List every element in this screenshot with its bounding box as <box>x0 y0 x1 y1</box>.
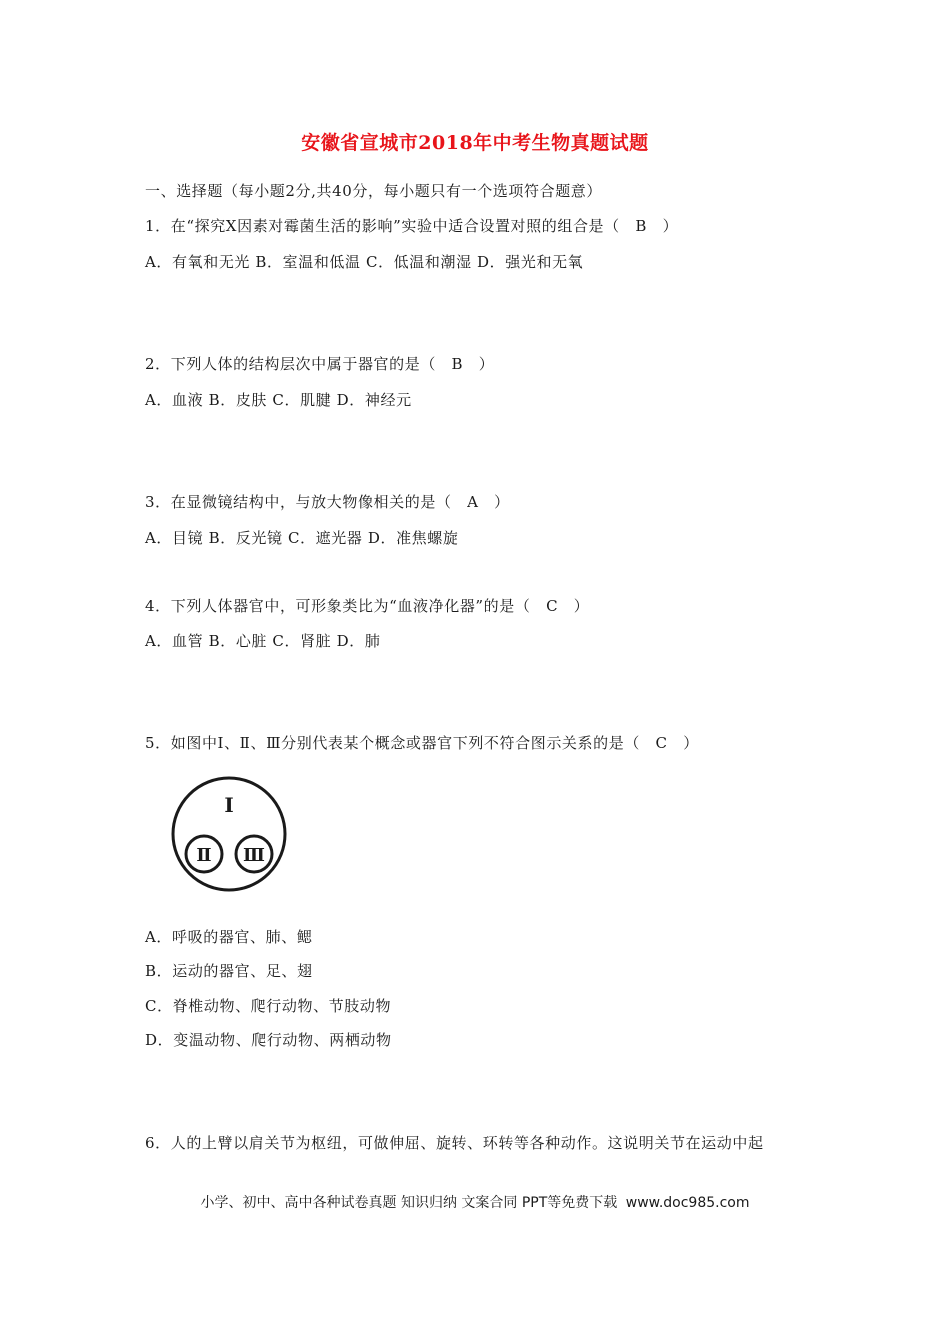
question-1-options: A．有氧和无光 B．室温和低温 C．低温和潮湿 D．强光和无氧 <box>145 253 584 271</box>
question-1-stem: 1．在“探究X因素对霉菌生活的影响”实验中适合设置对照的组合是（ B ） <box>145 217 679 235</box>
question-6-stem: 6．人的上臂以肩关节为枢纽，可做伸屈、旋转、环转等各种动作。这说明关节在运动中起 <box>145 1134 764 1152</box>
footer-text: 小学、初中、高中各种试卷真题 知识归纳 文案合同 PPT等免费下载 <box>200 1195 618 1211</box>
question-4-options: A．血管 B．心脏 C．肾脏 D．肺 <box>145 632 381 650</box>
question-5-option-c: C．脊椎动物、爬行动物、节肢动物 <box>145 997 392 1015</box>
label-ii: Ⅱ <box>196 845 212 866</box>
question-2-stem: 2．下列人体的结构层次中属于器官的是（ B ） <box>145 355 495 373</box>
question-4-stem: 4．下列人体器官中，可形象类比为“血液净化器”的是（ C ） <box>145 597 590 615</box>
page-title: 安徽省宣城市2018年中考生物真题试题 <box>301 132 649 154</box>
page-footer <box>0 1192 950 1212</box>
label-i: Ⅰ <box>224 793 234 817</box>
concept-diagram <box>164 774 294 894</box>
question-3-stem: 3．在显微镜结构中，与放大物像相关的是（ A ） <box>145 493 510 511</box>
section-heading: 一、选择题（每小题2分,共40分，每小题只有一个选项符合题意） <box>145 182 603 200</box>
question-5-option-b: B．运动的器官、足、翅 <box>145 962 313 980</box>
footer-link[interactable]: www.doc985.com <box>625 1195 750 1211</box>
label-iii: Ⅲ <box>243 845 265 866</box>
question-2-options: A．血液 B．皮肤 C．肌腱 D．神经元 <box>145 391 412 409</box>
question-5-option-a: A．呼吸的器官、肺、鳃 <box>145 928 313 946</box>
question-5-stem: 5．如图中Ⅰ、Ⅱ、Ⅲ分别代表某个概念或器官下列不符合图示关系的是（ C ） <box>145 734 699 752</box>
question-3-options: A．目镜 B．反光镜 C．遮光器 D．准焦螺旋 <box>145 529 459 547</box>
question-5-option-d: D．变温动物、爬行动物、两栖动物 <box>145 1031 392 1049</box>
